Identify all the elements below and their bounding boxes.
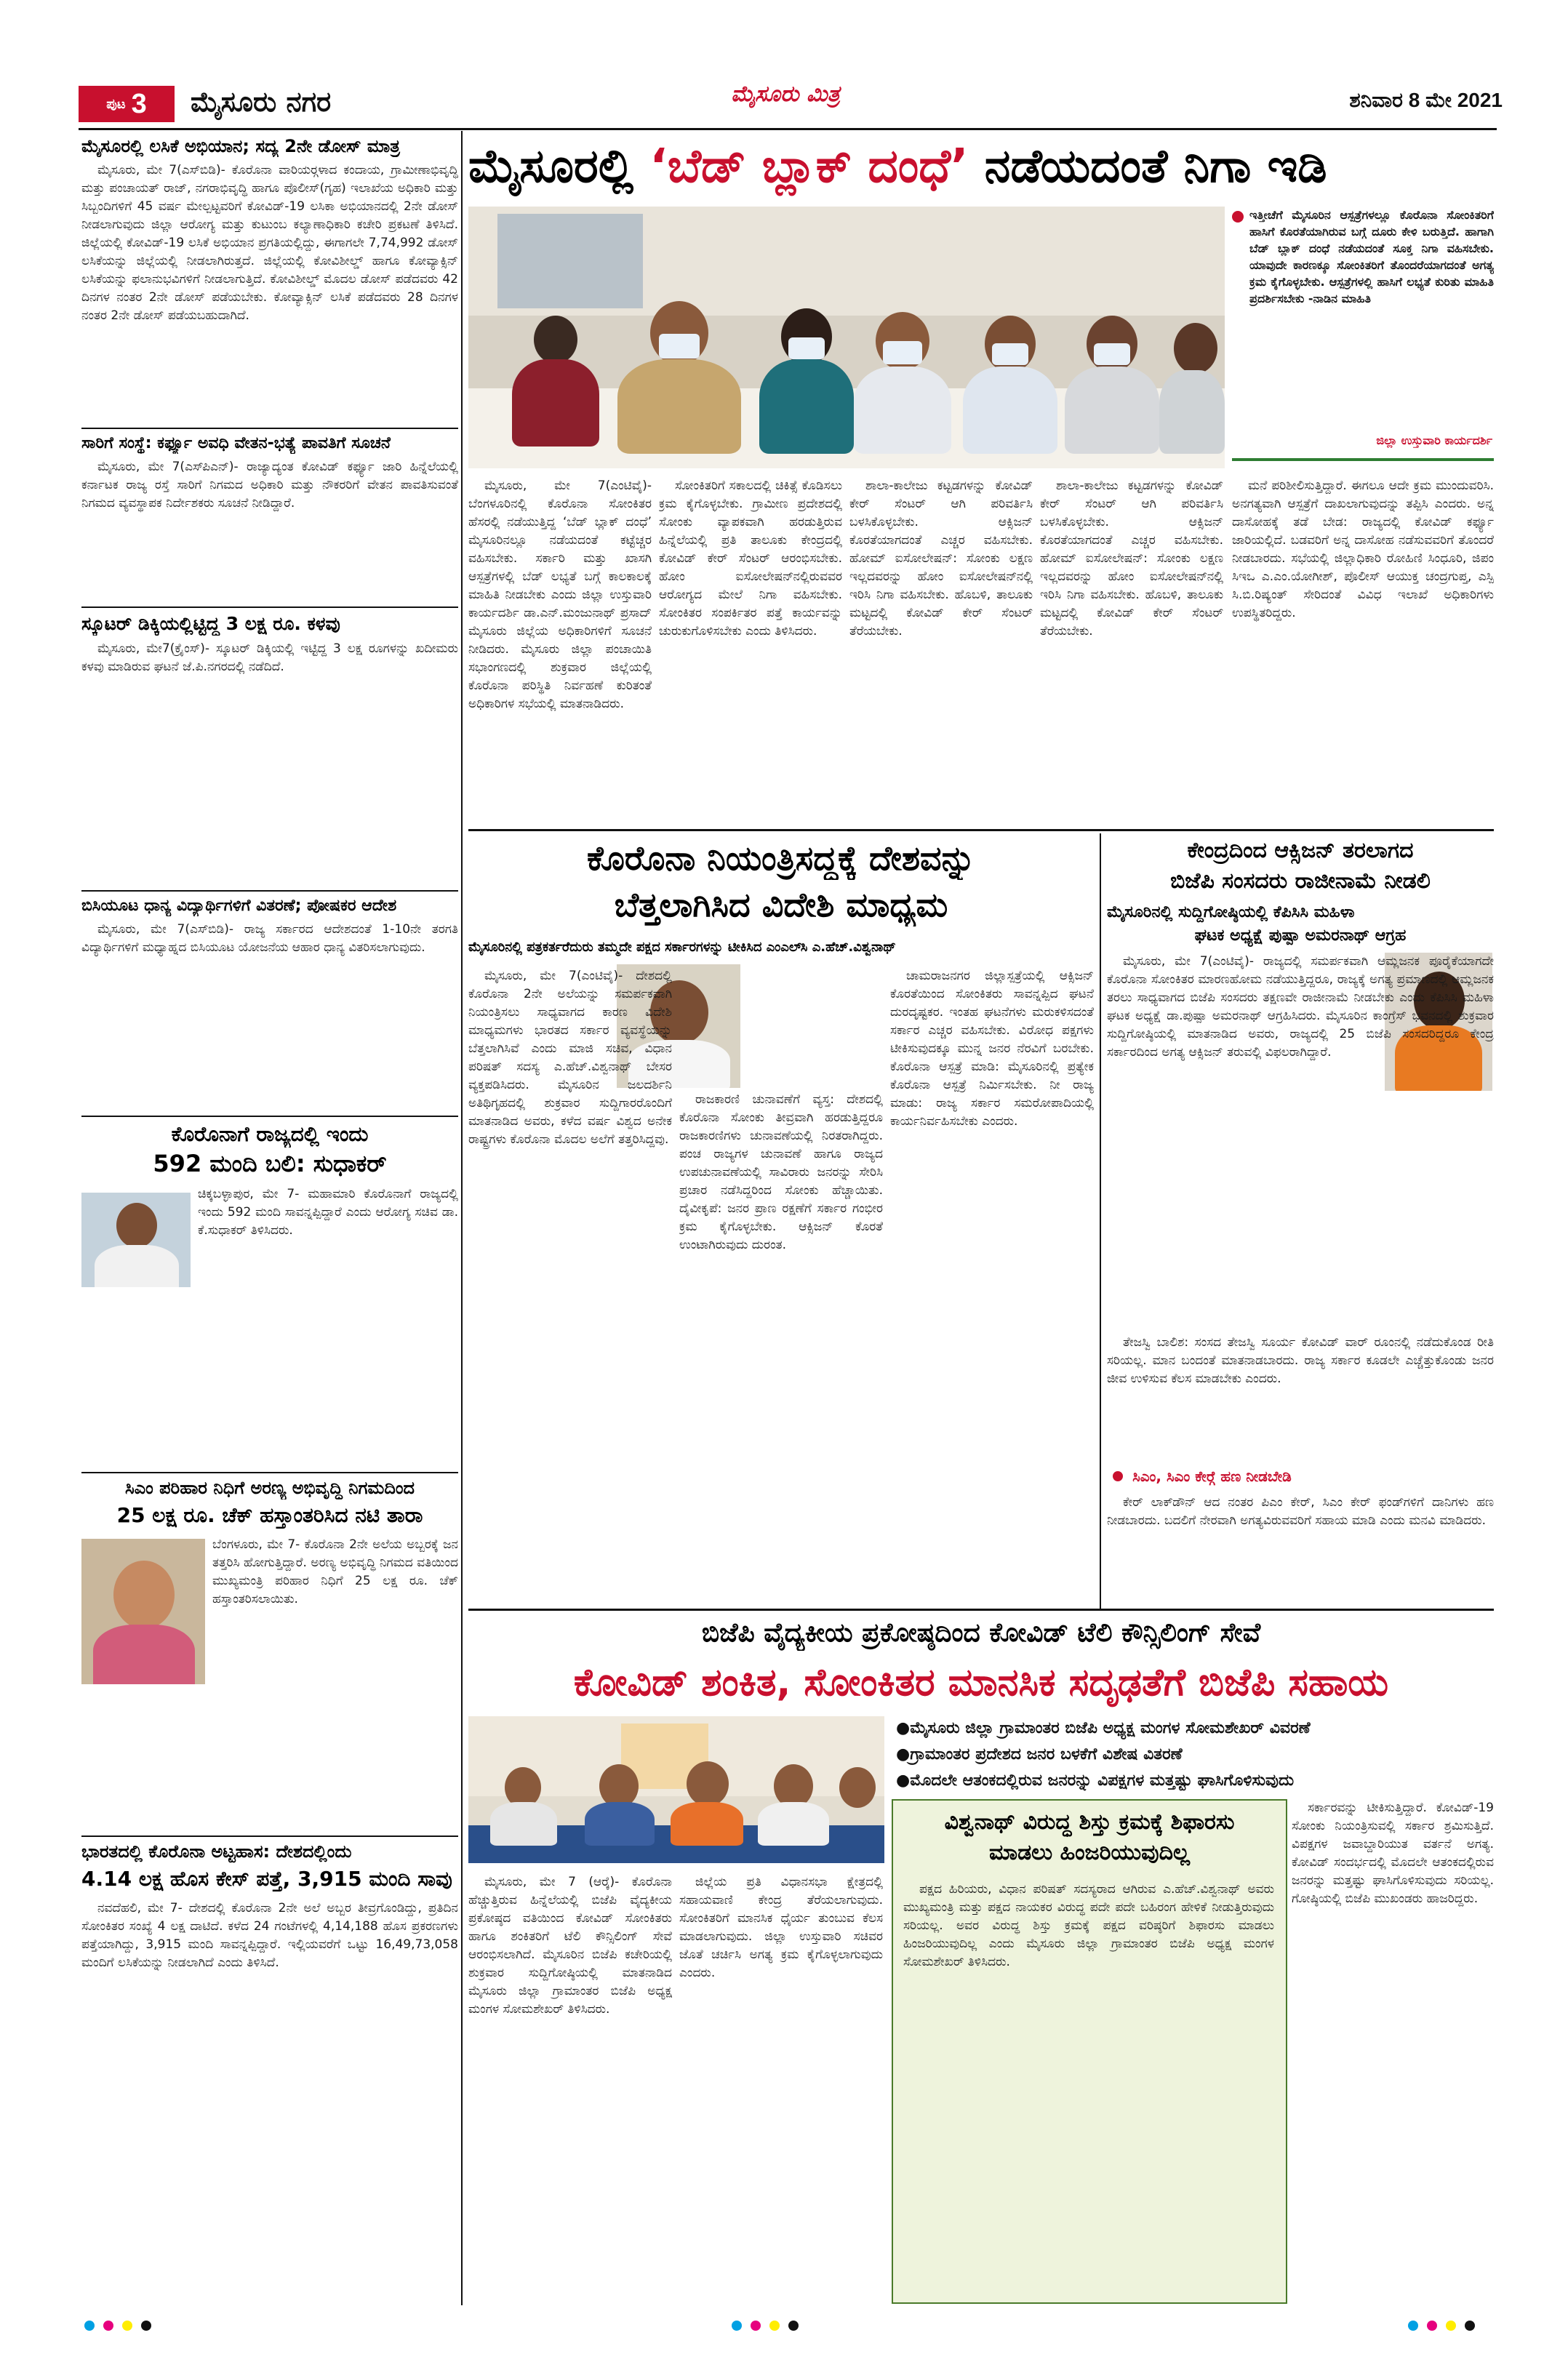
article-india-cases-title-2: 4.14 ಲಕ್ಷ ಹೊಸ ಕೇಸ್ ಪತ್ತೆ, 3,915 ಮಂದಿ ಸಾವು bbox=[81, 1867, 452, 1891]
inset-box bbox=[892, 1799, 1287, 2304]
divider bbox=[81, 890, 458, 892]
cyan-dot bbox=[1408, 2321, 1418, 2331]
mid-headline-1: ಕೊರೊನಾ ನಿಯಂತ್ರಿಸದ್ದಕ್ಕೆ ದೇಶವನ್ನು bbox=[587, 838, 975, 878]
article-midday-meal-title: ಬಿಸಿಯೂಟ ಧಾನ್ಯ ವಿದ್ಯಾರ್ಥಿಗಳಿಗೆ ವಿತರಣೆ; ಪೋಷಕರ ಆದೇಶ bbox=[81, 897, 397, 915]
banner-bullet-1: ●ಮೈಸೂರು ಜಿಲ್ಲಾ ಗ್ರಾಮಾಂತರ ಬಿಜೆಪಿ ಅಧ್ಯಕ್ಷ ಮಂಗಳ ಸೋಮಶೇಖರ್ ವಿವರಣೆ bbox=[896, 1719, 1311, 1737]
banner-body-col-2: ಜಿಲ್ಲೆಯ ಪ್ರತಿ ವಿಧಾನಸಭಾ ಕ್ಷೇತ್ರದಲ್ಲಿ ಸಹಾಯವಾಣಿ ಕೇಂದ್ರ ತೆರೆಯಲಾಗುವುದು. ಸೋಂಕಿತರಿಗೆ ಮಾನಸಿಕ ಧೈರ್ಯ ತುಂಬುವ ಕೆಲಸ ಮಾಡಲಾಗುವುದು. ಜಿಲ್ಲಾ ಉಸ್ತುವಾರಿ ಸಚಿವರ ಜೊತೆ ಚರ್ಚಿಸಿ ಅಗತ್ಯ ಕ್ರಮ ಕೈಗೊಳ್ಳಲಾಗುವುದು ಎಂದರು. bbox=[679, 1875, 883, 1980]
banner-kicker: ಬಿಜೆಪಿ ವೈದ್ಯಕೀಯ ಪ್ರಕೋಷ್ಠದಿಂದ ಕೋವಿಡ್ ಟೆಲಿ ಕೌನ್ಸಿಲಿಂಗ್ ಸೇವೆ bbox=[701, 1618, 1261, 1648]
lead-body-col-3: ಶಾಲಾ-ಕಾಲೇಜು ಕಟ್ಟಡಗಳನ್ನು ಕೋವಿಡ್ ಕೇರ್ ಸೆಂಟರ್ ಆಗಿ ಪರಿವರ್ತಿಸಿ ಬಳಸಿಕೊಳ್ಳಬೇಕು. ಆಕ್ಸಿಜನ್ ಕೊರತೆಯಾಗದಂತೆ ಎಚ್ಚರ ವಹಿಸಬೇಕು. ಹೋಮ್ ಐಸೋಲೇಷನ್: ಸೋಂಕು ಲಕ್ಷಣ ಇಲ್ಲದವರನ್ನು ಹೋಂ ಐಸೋಲೇಷನ್‍ನಲ್ಲಿ ಇರಿಸಿ ನಿಗಾ ವಹಿಸಬೇಕು. ಹೊಬಳಿ, ತಾಲೂಕು ಮಟ್ಟದಲ್ಲಿ ಕೋವಿಡ್ ಕೇರ್ ಸೆಂಟರ್ ತೆರೆಯಬೇಕು. bbox=[849, 479, 1033, 638]
inset-title-1: ವಿಶ್ವನಾಥ್ ವಿರುದ್ಧ ಶಿಸ್ತು ಕ್ರಮಕ್ಕೆ ಶಿಫಾರಸು bbox=[944, 1809, 1235, 1835]
black-dot bbox=[1465, 2321, 1475, 2331]
banner-bullet-2: ●ಗ್ರಾಮಾಂತರ ಪ್ರದೇಶದ ಜನರ ಬಳಕೆಗೆ ವಿಶೇಷ ವಿತರಣೆ bbox=[896, 1745, 1183, 1764]
divider bbox=[81, 428, 458, 429]
lead-headline bbox=[468, 134, 1494, 199]
lead-headline-post: ನಡೆಯದಂತೆ ನಿಗಾ ಇಡಿ bbox=[968, 140, 1327, 193]
banner-headline: ಕೋವಿಡ್ ಶಂಕಿತ, ಸೋಂಕಿತರ ಮಾನಸಿಕ ಸದೃಢತೆಗೆ ಬಿಜೆಪಿ ಸಹಾಯ bbox=[573, 1661, 1389, 1705]
article-vaccine-title: ಮೈಸೂರಲ್ಲಿ ಲಸಿಕೆ ಅಭಿಯಾನ; ಸದ್ಯ 2ನೇ ಡೋಸ್ ಮಾತ್ರ bbox=[81, 136, 400, 156]
yellow-dot bbox=[122, 2321, 132, 2331]
article-theft-title: ಸ್ಕೂಟರ್ ಡಿಕ್ಕಿಯಲ್ಲಿಟ್ಟಿದ್ದ 3 ಲಕ್ಷ ರೂ. ಕಳವು bbox=[81, 613, 340, 634]
magenta-dot bbox=[1427, 2321, 1437, 2331]
left-column-divider bbox=[461, 131, 463, 2305]
page-date: ಶನಿವಾರ 8 ಮೇ 2021 bbox=[1349, 89, 1503, 111]
registration-marks-left bbox=[80, 2320, 156, 2334]
article-donation-title-1: ಸಿಎಂ ಪರಿಹಾರ ನಿಧಿಗೆ ಅರಣ್ಯ ಅಭಿವೃದ್ಧಿ ನಿಗಮದಿಂದ bbox=[125, 1478, 415, 1498]
banner-body-col-4: ಸರ್ಕಾರವನ್ನು ಟೀಕಿಸುತ್ತಿದ್ದಾರೆ. ಕೋವಿಡ್-19 ಸೋಂಕು ನಿಯಂತ್ರಿಸುವಲ್ಲಿ ಸರ್ಕಾರ ಶ್ರಮಿಸುತ್ತಿದೆ. ವಿಪಕ್ಷಗಳ ಜವಾಬ್ದಾರಿಯುತ ವರ್ತನೆ ಅಗತ್ಯ. ಕೋವಿಡ್ ಸಂದರ್ಭದಲ್ಲಿ ಮೊದಲೇ ಆತಂಕದಲ್ಲಿರುವ ಜನರನ್ನು ಮತ್ತಷ್ಟು ಘಾಸಿಗೊಳಿಸುವುದು ಸರಿಯಲ್ಲ. ಗೋಷ್ಠಿಯಲ್ಲಿ ಬಿಜೆಪಿ ಮುಖಂಡರು ಹಾಜರಿದ್ದರು. bbox=[1292, 1801, 1494, 1906]
article-transport-body: ಮೈಸೂರು, ಮೇ 7(ಎಸ್‍ಪಿಎನ್)- ರಾಜ್ಯಾದ್ಯಂತ ಕೋವಿಡ್ ಕರ್ಫ್ಯೂ ಜಾರಿ ಹಿನ್ನೆಲೆಯಲ್ಲಿ ಕರ್ನಾಟಕ ರಾಜ್ಯ ರಸ್ತೆ ಸಾರಿಗೆ ನಿಗಮದ ಅಧಿಕಾರಿ ಮತ್ತು ನೌಕರರಿಗೆ ವೇತನ ಪಾವತಿಸುವಂತೆ ನಿಗಮದ ವ್ಯವಸ್ಥಾಪಕ ನಿರ್ದೇಶಕರು ಸೂಚನೆ ನೀಡಿದ್ದಾರೆ. bbox=[81, 460, 458, 511]
mid-kicker: ಮೈಸೂರಿನಲ್ಲಿ ಪತ್ರಕರ್ತರೆದುರು ತಮ್ಮದೇ ಪಕ್ಷದ ಸರ್ಕಾರಗಳನ್ನು ಟೀಕಿಸಿದ ಎಂಎಲ್‍ಸಿ ಎ.ಹೆಚ್.ವಿಶ್ವನಾಥ್ bbox=[468, 940, 896, 955]
article-deaths-body: ಚಿಕ್ಕಬಳ್ಳಾಪುರ, ಮೇ 7- ಮಹಾಮಾರಿ ಕೊರೊನಾಗೆ ರಾಜ್ಯದಲ್ಲಿ ಇಂದು 592 ಮಂದಿ ಸಾವನ್ನಪ್ಪಿದ್ದಾರೆ ಎಂದು ಆರೋಗ್ಯ ಸಚಿವ ಡಾ. ಕೆ.ಸುಧಾಕರ್ ತಿಳಿಸಿದರು. bbox=[198, 1187, 458, 1238]
divider bbox=[81, 1835, 458, 1837]
quote-bullet-icon bbox=[1232, 211, 1244, 223]
lead-body-col-2: ಸೋಂಕಿತರಿಗೆ ಸಕಾಲದಲ್ಲಿ ಚಿಕಿತ್ಸೆ ಕೊಡಿಸಲು ಕ್ರಮ ಕೈಗೊಳ್ಳಬೇಕು. ಗ್ರಾಮೀಣ ಪ್ರದೇಶದಲ್ಲಿ ಸೋಂಕು ವ್ಯಾಪಕವಾಗಿ ಹರಡುತ್ತಿರುವ ಹಿನ್ನೆಲೆಯಲ್ಲಿ ಪ್ರತಿ ತಾಲೂಕು ಕೇಂದ್ರದಲ್ಲಿ ಕೋವಿಡ್ ಕೇರ್ ಸೆಂಟರ್ ಆರಂಭಿಸಬೇಕು. ಹೋಂ ಐಸೋಲೇಷನ್‍ನಲ್ಲಿರುವವರ ಆರೋಗ್ಯದ ಮೇಲೆ ನಿಗಾ ವಹಿಸಬೇಕು. ಸೋಂಕಿತರ ಸಂಪರ್ಕಿತರ ಪತ್ತೆ ಕಾರ್ಯವನ್ನು ಚುರುಕುಗೊಳಿಸಬೇಕು ಎಂದು ತಿಳಿಸಿದರು. bbox=[659, 479, 842, 638]
yellow-dot bbox=[1446, 2321, 1456, 2331]
magenta-dot bbox=[751, 2321, 761, 2331]
article-deaths-title-2: 592 ಮಂದಿ ಬಲಿ: ಸುಧಾಕರ್ bbox=[153, 1150, 387, 1177]
article-transport-title: ಸಾರಿಗೆ ಸಂಸ್ಥೆ: ಕರ್ಫ್ಯೂ ಅವಧಿ ವೇತನ-ಭತ್ಯೆ ಪಾವತಿಗೆ ಸೂಚನೆ bbox=[81, 434, 391, 452]
header-rule bbox=[79, 128, 1497, 130]
lead-headline-pre: ಮೈಸೂರಲ್ಲಿ bbox=[468, 140, 650, 193]
right-headline-1: ಕೇಂದ್ರದಿಂದ ಆಕ್ಸಿಜನ್ ತರಲಾಗದ bbox=[1187, 838, 1414, 863]
subhead-bullet-icon bbox=[1113, 1471, 1123, 1481]
lead-quote-box bbox=[1232, 207, 1495, 468]
article-donation-title-2: 25 ಲಕ್ಷ ರೂ. ಚೆಕ್ ಹಸ್ತಾಂತರಿಸಿದ ನಟಿ ತಾರಾ bbox=[116, 1503, 423, 1527]
mid-right-divider bbox=[1100, 833, 1101, 1609]
lead-quote-credit: ಜಿಲ್ಲಾ ಉಸ್ತುವಾರಿ ಕಾರ್ಯದರ್ಶಿ bbox=[1376, 433, 1492, 447]
right-body-3: ಕೇರ್ ಲಾಕ್‍ಡೌನ್ ಆದ ನಂತರ ಪಿಎಂ ಕೇರ್, ಸಿಎಂ ಕೇರ್ ಫಂಡ್‍ಗಳಿಗೆ ದಾನಿಗಳು ಹಣ ನೀಡಬಾರದು. ಬದಲಿಗೆ ನೇರವಾಗಿ ಅಗತ್ಯವಿರುವವರಿಗೆ ಸಹಾಯ ಮಾಡಿ ಎಂದು ಮನವಿ ಮಾಡಿದರು. bbox=[1107, 1495, 1494, 1528]
mid-body-col-1: ಮೈಸೂರು, ಮೇ 7(ಎಂಟಿವೈ)- ದೇಶದಲ್ಲಿ ಕೊರೊನಾ 2ನೇ ಅಲೆಯನ್ನು ಸಮರ್ಪಕವಾಗಿ ನಿಯಂತ್ರಿಸಲು ಸಾಧ್ಯವಾಗದ ಕಾರಣ ವಿದೇಶಿ ಮಾಧ್ಯಮಗಳು ಭಾರತದ ಸರ್ಕಾರ ವ್ಯವಸ್ಥೆಯನ್ನು ಬೆತ್ತಲಾಗಿಸಿವೆ ಎಂದು ಮಾಜಿ ಸಚಿವ, ವಿಧಾನ ಪರಿಷತ್ ಸದಸ್ಯ ಎ.ಹೆಚ್.ವಿಶ್ವನಾಥ್ ಬೇಸರ ವ್ಯಕ್ತಪಡಿಸಿದರು. ಮೈಸೂರಿನ ಜಲದರ್ಶಿನಿ ಅತಿಥಿಗೃಹದಲ್ಲಿ ಶುಕ್ರವಾರ ಸುದ್ದಿಗಾರರೊಂದಿಗೆ ಮಾತನಾಡಿದ ಅವರು, ಕಳೆದ ವರ್ಷ ವಿಶ್ವದ ಅನೇಕ ರಾಷ್ಟ್ರಗಳು ಕೊರೊನಾ ಮೊದಲ ಅಲೆಗೆ ತತ್ತರಿಸಿದ್ದವು. bbox=[468, 969, 672, 1147]
page-number-badge bbox=[79, 86, 175, 122]
cyan-dot bbox=[732, 2321, 742, 2331]
article-donation-body: ಬೆಂಗಳೂರು, ಮೇ 7- ಕೊರೊನಾ 2ನೇ ಅಲೆಯ ಅಬ್ಬರಕ್ಕೆ ಜನ ತತ್ತರಿಸಿ ಹೋಗುತ್ತಿದ್ದಾರೆ. ಅರಣ್ಯ ಅಭಿವೃದ್ಧಿ ನಿಗಮದ ವತಿಯಿಂದ ಮುಖ್ಯಮಂತ್ರಿ ಪರಿಹಾರ ನಿಧಿಗೆ 25 ಲಕ್ಷ ರೂ. ಚೆಕ್ ಹಸ್ತಾಂತರಿಸಲಾಯಿತು. bbox=[212, 1537, 458, 1606]
right-subhead-text: ಸಿಎಂ, ಸಿಎಂ ಕೇರ್‍ಗೆ ಹಣ ನೀಡಬೇಡಿ bbox=[1132, 1468, 1292, 1485]
right-body-1: ಮೈಸೂರು, ಮೇ 7(ಎಂಟಿವೈ)- ರಾಜ್ಯದಲ್ಲಿ ಸಮರ್ಪಕವಾಗಿ ಆಮ್ಲಜನಕ ಪೂರೈಕೆಯಾಗದೇ ಕೊರೊನಾ ಸೋಂಕಿತರ ಮಾರಣಹೋಮ ನಡೆಯುತ್ತಿದ್ದರೂ, ರಾಜ್ಯಕ್ಕೆ ಅಗತ್ಯ ಪ್ರಮಾಣದಲ್ಲಿ ಆಮ್ಲಜನಕ ತರಲು ಸಾಧ್ಯವಾಗದ ಬಿಜೆಪಿ ಸಂಸದರು ತಕ್ಷಣವೇ ರಾಜೀನಾಮೆ ನೀಡಬೇಕು ಎಂದು ಕೆಪಿಸಿಸಿ ಮಹಿಳಾ ಘಟಕ ಅಧ್ಯಕ್ಷೆ ಡಾ.ಪುಷ್ಪಾ ಅಮರನಾಥ್ ಆಗ್ರಹಿಸಿದರು. ಮೈಸೂರಿನ ಕಾಂಗ್ರೆಸ್ ಭವನದಲ್ಲಿ ಶುಕ್ರವಾರ ಸುದ್ದಿಗೋಷ್ಠಿಯಲ್ಲಿ ಮಾತನಾಡಿದ ಅವರು, ರಾಜ್ಯದಲ್ಲಿ 25 ಬಿಜೆಪಿ ಸಂಸದರಿದ್ದರೂ ಕೇಂದ್ರ ಸರ್ಕಾರದಿಂದ ಅಗತ್ಯ ಆಕ್ಸಿಜನ್ ತರುವಲ್ಲಿ ವಿಫಲರಾಗಿದ್ದಾರೆ. bbox=[1107, 954, 1494, 1060]
right-kicker-1: ಮೈಸೂರಿನಲ್ಲಿ ಸುದ್ದಿಗೋಷ್ಠಿಯಲ್ಲಿ ಕೆಪಿಸಿಸಿ ಮಹಿಳಾ bbox=[1107, 903, 1355, 921]
registration-marks-center bbox=[727, 2320, 803, 2334]
lead-body-col-5: ಮನೆ ಪರಿಶೀಲಿಸುತ್ತಿದ್ದಾರೆ. ಈಗಲೂ ಆದೇ ಕ್ರಮ ಮುಂದುವರಿಸಿ. ಅನಗತ್ಯವಾಗಿ ಆಸ್ಪತ್ರೆಗೆ ದಾಖಲಾಗುವುದನ್ನು ತಪ್ಪಿಸಿ ಎಂದರು. ಅನ್ನ ದಾಸೋಹಕ್ಕೆ ತಡೆ ಬೇಡ: ರಾಜ್ಯದಲ್ಲಿ ಕೋವಿಡ್ ಕರ್ಫ್ಯೂ ಜಾರಿಯಲ್ಲಿದೆ. ಬಡವರಿಗೆ ಅನ್ನ ದಾಸೋಹ ನಡೆಸುವವರಿಗೆ ತೊಂದರೆ ನೀಡಬಾರದು. ಸಭೆಯಲ್ಲಿ ಜಿಲ್ಲಾಧಿಕಾರಿ ರೋಹಿಣಿ ಸಿಂಧೂರಿ, ಜಿಪಂ ಸಿಇಒ ಎ.ಎಂ.ಯೋಗೀಶ್, ಪೊಲೀಸ್ ಆಯುಕ್ತ ಚಂದ್ರಗುಪ್ತ, ಎಸ್ಪಿ ಸಿ.ಬಿ.ರಿಷ್ಯಂತ್ ಸೇರಿದಂತೆ ವಿವಿಧ ಇಲಾಖೆ ಅಧಿಕಾರಿಗಳು ಉಪಸ್ಥಿತರಿದ್ದರು. bbox=[1232, 479, 1494, 620]
right-subhead bbox=[1107, 1468, 1494, 1491]
article-midday-meal-body: ಮೈಸೂರು, ಮೇ 7(ಎಸ್‍ಬಿಡಿ)- ರಾಜ್ಯ ಸರ್ಕಾರದ ಆದೇಶದಂತೆ 1-10ನೇ ತರಗತಿ ವಿದ್ಯಾರ್ಥಿಗಳಿಗೆ ಮಧ್ಯಾಹ್ನದ ಬಿಸಿಯೂಟ ಯೋಜನೆಯ ಆಹಾರ ಧಾನ್ಯ ವಿತರಿಸಲಾಗುವುದು. bbox=[81, 922, 458, 955]
divider bbox=[81, 1472, 458, 1473]
quote-underline bbox=[1232, 458, 1494, 461]
right-headline-2: ಬಿಜೆಪಿ ಸಂಸದರು ರಾಜೀನಾಮೆ ನೀಡಲಿ bbox=[1170, 868, 1431, 894]
lead-quote-text: ಇತ್ತೀಚೆಗೆ ಮೈಸೂರಿನ ಆಸ್ಪತ್ರೆಗಳಲ್ಲೂ ಕೊರೊನಾ ಸೋಂಕಿತರಿಗೆ ಹಾಸಿಗೆ ಕೊರತೆಯಾಗಿರುವ ಬಗ್ಗೆ ದೂರು ಕೇಳಿ ಬರುತ್ತಿದೆ. ಹಾಗಾಗಿ ಬೆಡ್ ಬ್ಲಾಕ್ ದಂಧೆ ನಡೆಯದಂತೆ ಸೂಕ್ತ ನಿಗಾ ವಹಿಸಬೇಕು. ಯಾವುದೇ ಕಾರಣಕ್ಕೂ ಸೋಂಕಿತರಿಗೆ ತೊಂದರೆಯಾಗದಂತೆ ಅಗತ್ಯ ಕ್ರಮ ಕೈಗೊಳ್ಳಬೇಕು. ಆಸ್ಪತ್ರೆಗಳಲ್ಲಿ ಹಾಸಿಗೆ ಲಭ್ಯತೆ ಕುರಿತು ಮಾಹಿತಿ ಪ್ರದರ್ಶಿಸಬೇಕು -ನಾಡಿನ ಮಾಹಿತಿ bbox=[1249, 208, 1494, 305]
banner-top-rule bbox=[468, 1609, 1494, 1611]
black-dot bbox=[788, 2321, 799, 2331]
section-title: ಮೈಸೂರು ನಗರ bbox=[191, 86, 332, 118]
mid-headline-2: ಬೆತ್ತಲಾಗಿಸಿದ ವಿದೇಶಿ ಮಾಧ್ಯಮ bbox=[614, 885, 948, 924]
banner-bullet-3: ●ಮೊದಲೇ ಆತಂಕದಲ್ಲಿರುವ ಜನರನ್ನು ವಿಪಕ್ಷಗಳ ಮತ್ತಷ್ಟು ಘಾಸಿಗೊಳಿಸುವುದು bbox=[896, 1772, 1295, 1790]
lead-body-col-4: ಶಾಲಾ-ಕಾಲೇಜು ಕಟ್ಟಡಗಳನ್ನು ಕೋವಿಡ್ ಕೇರ್ ಸೆಂಟರ್ ಆಗಿ ಪರಿವರ್ತಿಸಿ ಬಳಸಿಕೊಳ್ಳಬೇಕು. ಆಕ್ಸಿಜನ್ ಕೊರತೆಯಾಗದಂತೆ ಎಚ್ಚರ ವಹಿಸಬೇಕು. ಹೋಮ್ ಐಸೋಲೇಷನ್: ಸೋಂಕು ಲಕ್ಷಣ ಇಲ್ಲದವರನ್ನು ಹೋಂ ಐಸೋಲೇಷನ್‍ನಲ್ಲಿ ಇರಿಸಿ ನಿಗಾ ವಹಿಸಬೇಕು. ಹೊಬಳಿ, ತಾಲೂಕು ಮಟ್ಟದಲ್ಲಿ ಕೋವಿಡ್ ಕೇರ್ ಸೆಂಟರ್ ತೆರೆಯಬೇಕು. bbox=[1040, 479, 1223, 638]
banner-body-col-1: ಮೈಸೂರು, ಮೇ 7 (ಆರ್‍ಕೆ)- ಕೊರೊನಾ ಹೆಚ್ಚುತ್ತಿರುವ ಹಿನ್ನೆಲೆಯಲ್ಲಿ ಬಿಜೆಪಿ ವೈದ್ಯಕೀಯ ಪ್ರಕೋಷ್ಠದ ವತಿಯಿಂದ ಕೋವಿಡ್ ಸೋಂಕಿತರು ಹಾಗೂ ಶಂಕಿತರಿಗೆ ಟೆಲಿ ಕೌನ್ಸಿಲಿಂಗ್ ಸೇವೆ ಆರಂಭಿಸಲಾಗಿದೆ. ಮೈಸೂರಿನ ಬಿಜೆಪಿ ಕಚೇರಿಯಲ್ಲಿ ಶುಕ್ರವಾರ ಸುದ್ದಿಗೋಷ್ಠಿಯಲ್ಲಿ ಮಾತನಾಡಿದ ಮೈಸೂರು ಜಿಲ್ಲಾ ಗ್ರಾಮಾಂತರ ಬಿಜೆಪಿ ಅಧ್ಯಕ್ಷ ಮಂಗಳ ಸೋಮಶೇಖರ್ ತಿಳಿಸಿದರು. bbox=[468, 1875, 672, 2017]
black-dot bbox=[141, 2321, 151, 2331]
masthead-logo: ಮೈಸೂರು ಮಿತ್ರ bbox=[731, 81, 840, 107]
registration-marks-right bbox=[1404, 2320, 1479, 2334]
lead-meeting-photo bbox=[468, 207, 1225, 468]
lead-headline-highlight: ‘ಬೆಡ್ ಬ್ಲಾಕ್ ದಂಧೆ’ bbox=[649, 140, 969, 193]
article-india-cases-title-1: ಭಾರತದಲ್ಲಿ ಕೊರೊನಾ ಅಟ್ಟಹಾಸ: ದೇಶದಲ್ಲಿಂದು bbox=[81, 1841, 352, 1862]
page-number: 3 bbox=[131, 88, 147, 119]
article-vaccine-body: ಮೈಸೂರು, ಮೇ 7(ಎಸ್‍ಬಿಡಿ)- ಕೊರೊನಾ ವಾರಿಯರ್‍ಗಳಾದ ಕಂದಾಯ, ಗ್ರಾಮೀಣಾಭಿವೃದ್ಧಿ ಮತ್ತು ಪಂಚಾಯತ್ ರಾಜ್, ನಗರಾಭಿವೃದ್ಧಿ ಹಾಗೂ ಪೊಲೀಸ್(ಗೃಹ) ಇಲಾಖೆಯ ಅಧಿಕಾರಿ ಮತ್ತು ಸಿಬ್ಬಂದಿಗಳಿಗೆ 45 ವರ್ಷ ಮೇಲ್ಪಟ್ಟವರಿಗೆ ಕೋವಿಡ್-19 ಲಸಿಕಾ ಅಭಿಯಾನದಲ್ಲಿ 2ನೇ ಡೋಸ್ ನೀಡಲಾಗುವುದು ಜಿಲ್ಲಾ ಆರೋಗ್ಯ ಮತ್ತು ಕುಟುಂಬ ಕಲ್ಯಾಣಾಧಿಕಾರಿ ಕಚೇರಿ ಪ್ರಕಟಣೆ ತಿಳಿಸಿದೆ. ಜಿಲ್ಲೆಯಲ್ಲಿ ಕೋವಿಡ್-19 ಲಸಿಕೆ ಅಭಿಯಾನ ಪ್ರಗತಿಯಲ್ಲಿದ್ದು, ಈಗಾಗಲೇ 7,74,992 ಡೋಸ್ ಲಸಿಕೆಯನ್ನು ಜಿಲ್ಲೆಯಲ್ಲಿ ನೀಡಲಾಗಿರುತ್ತದೆ. ಜಿಲ್ಲೆಯಲ್ಲಿ ಕೋವಿಶೀಲ್ಡ್ ಹಾಗೂ ಕೋವ್ಯಾಕ್ಸಿನ್ ಲಸಿಕೆಯನ್ನು ಫಲಾನುಭವಿಗಳಿಗೆ ನೀಡಲಾಗುತ್ತಿದೆ. ಕೋವಿಶೀಲ್ಡ್ ಮೊದಲ ಡೋಸ್ ಪಡೆದವರು 42 ದಿನಗಳ ನಂತರ 2ನೇ ಡೋಸ್ ಪಡೆಯಬೇಕು. ಕೋವ್ಯಾಕ್ಸಿನ್ ಲಸಿಕೆ ಪಡೆದವರು 28 ದಿನಗಳ ನಂತರ 2ನೇ ಡೋಸ್ ಪಡೆಯಬಹುದಾಗಿದೆ. bbox=[81, 163, 458, 323]
right-kicker-2: ಘಟಕ ಅಧ್ಯಕ್ಷೆ ಪುಷ್ಪಾ ಅಮರನಾಥ್ ಆಗ್ರಹ bbox=[1194, 926, 1407, 945]
divider bbox=[81, 606, 458, 608]
inset-body: ಪಕ್ಷದ ಹಿರಿಯರು, ವಿಧಾನ ಪರಿಷತ್ ಸದಸ್ಯರಾದ ಆಗಿರುವ ಎ.ಹೆಚ್.ವಿಶ್ವನಾಥ್ ಅವರು ಮುಖ್ಯಮಂತ್ರಿ ಮತ್ತು ಪಕ್ಷದ ನಾಯಕರ ವಿರುದ್ಧ ಪದೇ ಪದೇ ಬಹಿರಂಗ ಹೇಳಿಕೆ ನೀಡುತ್ತಿರುವುದು ಸರಿಯಲ್ಲ. ಅವರ ವಿರುದ್ಧ ಶಿಸ್ತು ಕ್ರಮಕ್ಕೆ ಪಕ್ಷದ ವರಿಷ್ಠರಿಗೆ ಶಿಫಾರಸು ಮಾಡಲು ಹಿಂಜರಿಯುವುದಿಲ್ಲ ಎಂದು ಮೈಸೂರು ಜಿಲ್ಲಾ ಗ್ರಾಮಾಂತರ ಬಿಜೆಪಿ ಅಧ್ಯಕ್ಷ ಮಂಗಳ ಸೋಮಶೇಖರ್ ತಿಳಿಸಿದರು. bbox=[903, 1882, 1274, 1969]
banner-press-photo bbox=[468, 1716, 884, 1863]
cyan-dot bbox=[84, 2321, 95, 2331]
article-theft-body: ಮೈಸೂರು, ಮೇ7(ಕ್ರೈಂಸ್)- ಸ್ಕೂಟರ್ ಡಿಕ್ಕಿಯಲ್ಲಿ ಇಟ್ಟಿದ್ದ 3 ಲಕ್ಷ ರೂಗಳನ್ನು ಖದೀಮರು ಕಳವು ಮಾಡಿರುವ ಘಟನೆ ಜೆ.ಪಿ.ನಗರದಲ್ಲಿ ನಡೆದಿದೆ. bbox=[81, 641, 458, 674]
right-body-2: ತೇಜಸ್ವಿ ಬಾಲಿಶ: ಸಂಸದ ತೇಜಸ್ವಿ ಸೂರ್ಯ ಕೋವಿಡ್ ವಾರ್ ರೂಂನಲ್ಲಿ ನಡೆದುಕೊಂಡ ರೀತಿ ಸರಿಯಲ್ಲ. ಮಾನ ಬಂದಂತೆ ಮಾತನಾಡಬಾರದು. ರಾಜ್ಯ ಸರ್ಕಾರ ಕೂಡಲೇ ಎಚ್ಚೆತ್ತುಕೊಂಡು ಜನರ ಜೀವ ಉಳಿಸುವ ಕೆಲಸ ಮಾಡಬೇಕು ಎಂದರು. bbox=[1107, 1335, 1494, 1386]
article-deaths-title-1: ಕೊರೊನಾಗೆ ರಾಜ್ಯದಲ್ಲಿ ಇಂದು bbox=[171, 1122, 369, 1146]
yellow-dot bbox=[769, 2321, 780, 2331]
magenta-dot bbox=[103, 2321, 113, 2331]
divider bbox=[81, 1116, 458, 1117]
page-label: ಪುಟ bbox=[106, 96, 126, 112]
inset-title-2: ಮಾಡಲು ಹಿಂಜರಿಯುವುದಿಲ್ಲ bbox=[988, 1840, 1191, 1865]
mid-body-col-2: ರಾಜಕಾರಣಿ ಚುನಾವಣೆಗೆ ವ್ಯಸ್ತ: ದೇಶದಲ್ಲಿ ಕೊರೊನಾ ಸೋಂಕು ತೀವ್ರವಾಗಿ ಹರಡುತ್ತಿದ್ದರೂ ರಾಜಕಾರಣಿಗಳು ಚುನಾವಣೆಯಲ್ಲಿ ನಿರತರಾಗಿದ್ದರು. ಪಂಚ ರಾಜ್ಯಗಳ ಚುನಾವಣೆ ಹಾಗೂ ರಾಜ್ಯದ ಉಪಚುನಾವಣೆಯಲ್ಲಿ ಸಾವಿರಾರು ಜನರನ್ನು ಸೇರಿಸಿ ಪ್ರಚಾರ ನಡೆಸಿದ್ದರಿಂದ ಸೋಂಕು ಹೆಚ್ಚಾಯಿತು. ದೈವೀಕೃಪೆ: ಜನರ ಪ್ರಾಣ ರಕ್ಷಣೆಗೆ ಸರ್ಕಾರ ಗಂಭೀರ ಕ್ರಮ ಕೈಗೊಳ್ಳಬೇಕು. ಆಕ್ಸಿಜನ್ ಕೊರತೆ ಉಂಟಾಗಿರುವುದು ದುರಂತ. bbox=[679, 1092, 883, 1252]
mid-body-col-3: ಚಾಮರಾಜನಗರ ಜಿಲ್ಲಾಸ್ಪತ್ರೆಯಲ್ಲಿ ಆಕ್ಸಿಜನ್ ಕೊರತೆಯಿಂದ ಸೋಂಕಿತರು ಸಾವನ್ನಪ್ಪಿದ ಘಟನೆ ದುರದೃಷ್ಟಕರ. ಇಂತಹ ಘಟನೆಗಳು ಮರುಕಳಿಸದಂತೆ ಸರ್ಕಾರ ಎಚ್ಚರ ವಹಿಸಬೇಕು. ವಿರೋಧ ಪಕ್ಷಗಳು ಟೀಕಿಸುವುದಕ್ಕೂ ಮುನ್ನ ಜನರ ನೆರವಿಗೆ ಬರಬೇಕು. ಕೊರೊನಾ ಆಸ್ಪತ್ರೆ ಮಾಡಿ: ಮೈಸೂರಿನಲ್ಲಿ ಪ್ರತ್ಯೇಕ ಕೊರೊನಾ ಆಸ್ಪತ್ರೆ ನಿರ್ಮಿಸಬೇಕು. ನೀ ರಾಜ್ಯ ಮಾಡು: ರಾಜ್ಯ ಸರ್ಕಾರ ಸಮರೋಪಾದಿಯಲ್ಲಿ ಕಾರ್ಯನಿರ್ವಹಿಸಬೇಕು ಎಂದರು. bbox=[890, 969, 1094, 1129]
lead-body-col-1: ಮೈಸೂರು, ಮೇ 7(ಎಂಟಿವೈ)- ಬೆಂಗಳೂರಿನಲ್ಲಿ ಕೊರೊನಾ ಸೋಂಕಿತರ ಹೆಸರಲ್ಲಿ ನಡೆಯುತ್ತಿದ್ದ ‘ಬೆಡ್ ಬ್ಲಾಕ್ ದಂಧೆ’ ಮೈಸೂರಿನಲ್ಲೂ ನಡೆಯದಂತೆ ಕಟ್ಟೆಚ್ಚರ ವಹಿಸಬೇಕು. ಸರ್ಕಾರಿ ಮತ್ತು ಖಾಸಗಿ ಆಸ್ಪತ್ರೆಗಳಲ್ಲಿ ಬೆಡ್ ಲಭ್ಯತೆ ಬಗ್ಗೆ ಕಾಲಕಾಲಕ್ಕೆ ಮಾಹಿತಿ ನೀಡಬೇಕು ಎಂದು ಜಿಲ್ಲಾ ಉಸ್ತುವಾರಿ ಕಾರ್ಯದರ್ಶಿ ಡಾ.ಎನ್.ಮಂಜುನಾಥ್ ಪ್ರಸಾದ್ ಮೈಸೂರು ಜಿಲ್ಲೆಯ ಅಧಿಕಾರಿಗಳಿಗೆ ಸೂಚನೆ ನೀಡಿದರು. ಮೈಸೂರು ಜಿಲ್ಲಾ ಪಂಚಾಯಿತಿ ಸಭಾಂಗಣದಲ್ಲಿ ಶುಕ್ರವಾರ ಜಿಲ್ಲೆಯಲ್ಲಿ ಕೊರೊನಾ ಪರಿಸ್ಥಿತಿ ನಿರ್ವಹಣೆ ಕುರಿತಂತೆ ಅಧಿಕಾರಿಗಳ ಸಭೆಯಲ್ಲಿ ಮಾತನಾಡಿದರು. bbox=[468, 479, 652, 711]
lead-bottom-rule bbox=[468, 829, 1494, 831]
article-india-cases-body: ನವದೆಹಲಿ, ಮೇ 7- ದೇಶದಲ್ಲಿ ಕೊರೊನಾ 2ನೇ ಅಲೆ ಅಬ್ಬರ ತೀವ್ರಗೊಂಡಿದ್ದು, ಪ್ರತಿದಿನ ಸೋಂಕಿತರ ಸಂಖ್ಯೆ 4 ಲಕ್ಷ ದಾಟಿದೆ. ಕಳೆದ 24 ಗಂಟೆಗಳಲ್ಲಿ 4,14,188 ಹೊಸ ಪ್ರಕರಣಗಳು ಪತ್ತೆಯಾಗಿದ್ದು, 3,915 ಮಂದಿ ಸಾವನ್ನಪ್ಪಿದ್ದಾರೆ. ಇಲ್ಲಿಯವರೆಗೆ ಒಟ್ಟು 16,49,73,058 ಮಂದಿಗೆ ಲಸಿಕೆಯನ್ನು ನೀಡಲಾಗಿದೆ ಎಂದು ತಿಳಿಸಿದೆ. bbox=[81, 1901, 458, 1970]
